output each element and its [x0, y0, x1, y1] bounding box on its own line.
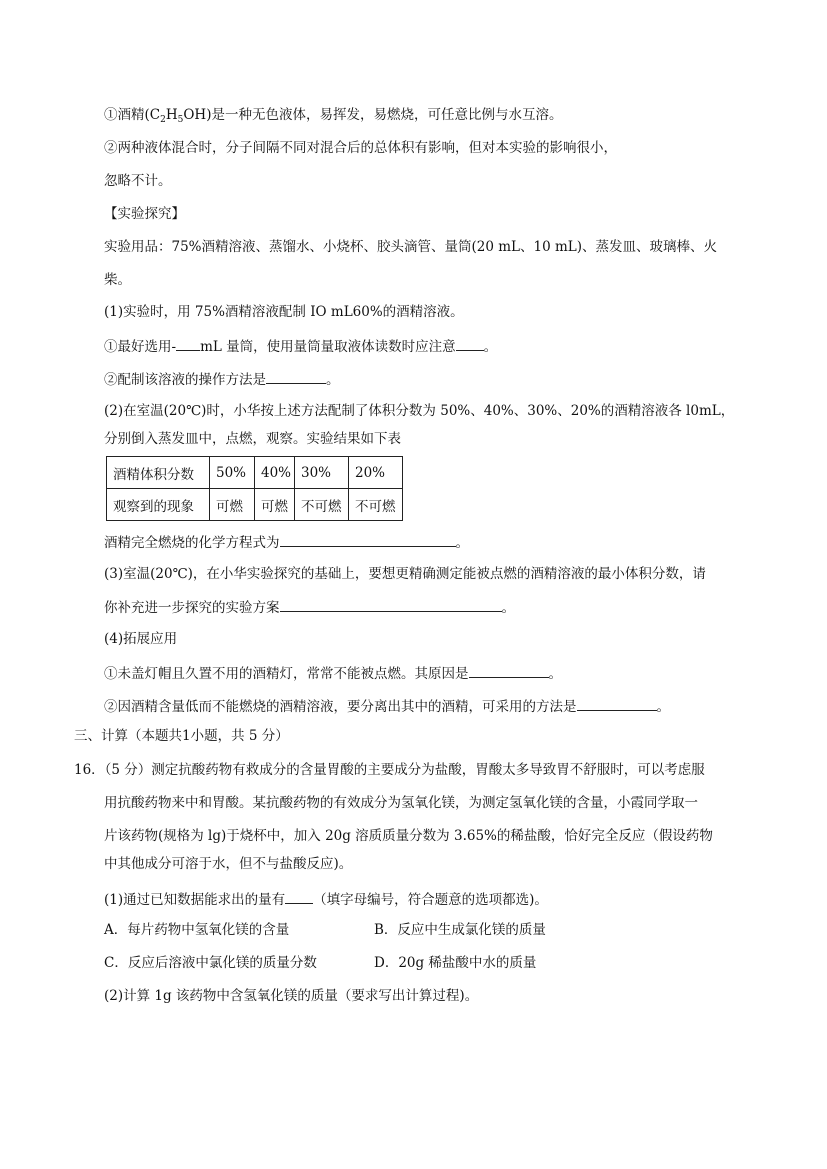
table-row [107, 489, 403, 521]
option-c: C．反应后溶液中氯化镁的质量分数 [104, 955, 317, 971]
materials-line-cont: 柴。 [104, 272, 131, 288]
option-a: A．每片药物中氢氧化镁的含量 [104, 922, 290, 938]
option-d: D．20g 稀盐酸中水的质量 [374, 955, 537, 971]
part3-plan: 你补充进一步探究的实验方案 。 [104, 597, 515, 617]
answer-blank[interactable] [469, 663, 549, 678]
table-cell: 50% [210, 457, 255, 489]
table-cell: 40% [255, 457, 295, 489]
section-experiment-heading: 【实验探究】 [104, 206, 185, 222]
table-cell: 不可燃 [295, 489, 349, 521]
part3-prompt: (3)室温(20℃)，在小华实验探究的基础上，要想更精确测定能被点燃的酒精溶液的最小体积分数，请 [104, 566, 706, 582]
note-ignore: 忽略不计。 [104, 173, 172, 189]
answer-blank[interactable] [285, 889, 313, 904]
answer-blank[interactable] [280, 597, 502, 612]
answer-blank[interactable] [456, 336, 484, 351]
part2-prompt-cont: 分别倒入蒸发皿中，点燃，观察。实验结果如下表 [104, 431, 401, 447]
table-cell: 酒精体积分数 [107, 457, 210, 489]
table-row [107, 457, 403, 489]
answer-blank[interactable] [176, 336, 200, 351]
materials-line: 实验用品：75%酒精溶液、蒸馏水、小烧杯、胶头滴管、量筒(20 mL、10 mL)、蒸发皿、玻璃棒、火 [104, 239, 718, 255]
section-3-heading: 三、计算（本题共1小题，共 5 分） [74, 728, 289, 744]
part1-prompt: (1)实验时，用 75%酒精溶液配制 IO mL60%的酒精溶液。 [104, 304, 464, 320]
part2-prompt: (2)在室温(20℃)时，小华按上述方法配制了体积分数为 50%、40%、30%、20%的酒精溶液各 l0mL， [104, 403, 735, 419]
table-cell: 20% [349, 457, 403, 489]
answer-blank[interactable] [266, 369, 326, 384]
part4-q2: ②因酒精含量低而不能燃烧的酒精溶液，要分离出其中的酒精，可采用的方法是 。 [104, 696, 670, 716]
part1-q1: ①最好选用- mL 量筒，使用量筒量取液体读数时应注意 。 [104, 336, 497, 356]
q16-part1: (1)通过已知数据能求出的量有 （填字母编号，符合题意的选项都选)。 [104, 889, 548, 909]
equation-line: 酒精完全燃烧的化学方程式为 。 [104, 532, 469, 552]
table-cell: 可燃 [255, 489, 295, 521]
q16-text: 16．（5 分）测定抗酸药物有救成分的含量胃酸的主要成分为盐酸，胃酸太多导致胃不舒服时，可以考虑服 [74, 762, 705, 778]
q16-text: 片该药物(规格为 lg)于烧杯中，加入 20g 溶质质量分数为 3.65%的稀盐酸，恰好完全反应（假设药物 [104, 828, 713, 844]
results-table [106, 456, 403, 521]
note-alcohol-properties: ①酒精$(C_2H_5OH)$是一种无色液体，易挥发，易燃烧，可任意比例与水互溶。 [104, 107, 563, 125]
part4-heading: (4)拓展应用 [104, 631, 178, 647]
table-cell: 观察到的现象 [107, 489, 210, 521]
q16-part2: (2)计算 1g 该药物中含氢氧化镁的质量（要求写出计算过程)。 [104, 988, 479, 1004]
note-mixing-volume: ②两种液体混合时，分子间隔不同对混合后的总体积有影响，但对本实验的影响很小， [104, 140, 617, 156]
part1-q2: ②配制该溶液的操作方法是 。 [104, 369, 340, 389]
part4-q1: ①未盖灯帽且久置不用的酒精灯，常常不能被点燃。其原因是 。 [104, 663, 562, 683]
answer-blank[interactable] [280, 532, 456, 547]
q16-text: 用抗酸药物来中和胃酸。某抗酸药物的有效成分为氢氧化镁，为测定氢氧化镁的含量，小霞同学取一 [104, 795, 698, 811]
table-cell: 不可燃 [349, 489, 403, 521]
table-cell: 可燃 [210, 489, 255, 521]
answer-blank[interactable] [577, 696, 657, 711]
option-b: B．反应中生成氯化镁的质量 [374, 922, 546, 938]
q16-text: 中其他成分可溶于水，但不与盐酸反应)。 [104, 856, 353, 872]
table-cell: 30% [295, 457, 349, 489]
